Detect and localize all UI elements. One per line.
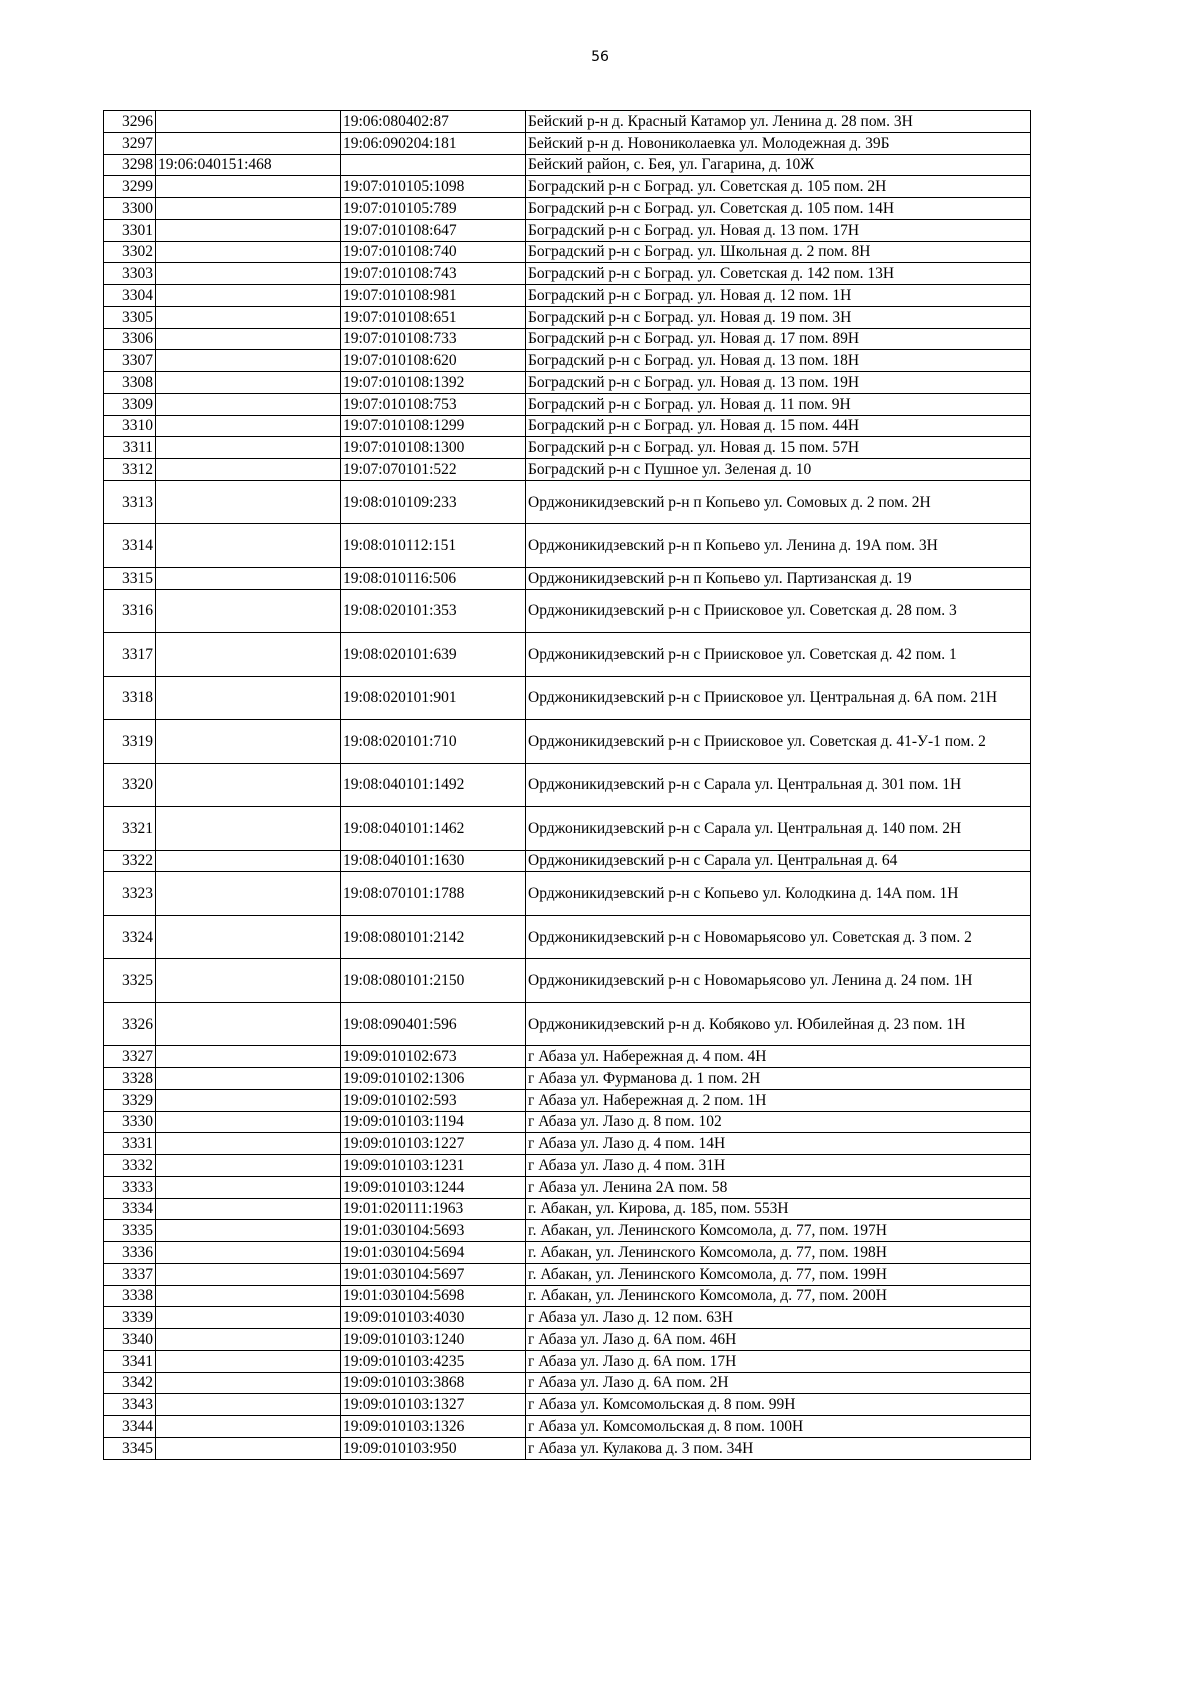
old-cadastral-cell xyxy=(156,1329,341,1351)
old-cadastral-cell xyxy=(156,111,341,133)
address-cell: г Абаза ул. Лазо д. 4 пом. 31Н xyxy=(526,1155,1031,1177)
row-number-cell: 3316 xyxy=(104,589,156,633)
address-cell: Боградский р-н с Боград. ул. Советская д. 105 пом. 2Н xyxy=(526,176,1031,198)
address-cell: г Абаза ул. Набережная д. 4 пом. 4Н xyxy=(526,1046,1031,1068)
address-cell: Орджоникидзевский р-н с Сарала ул. Центральная д. 64 xyxy=(526,850,1031,872)
property-table xyxy=(103,110,1031,1460)
row-number-cell: 3345 xyxy=(104,1437,156,1459)
row-number-cell: 3331 xyxy=(104,1133,156,1155)
old-cadastral-cell xyxy=(156,350,341,372)
table-row xyxy=(104,1002,1031,1046)
address-cell: г Абаза ул. Набережная д. 2 пом. 1Н xyxy=(526,1089,1031,1111)
row-number-cell: 3323 xyxy=(104,872,156,916)
cadastral-number-cell: 19:07:010108:1300 xyxy=(341,437,526,459)
table-row xyxy=(104,263,1031,285)
cadastral-number-cell: 19:09:010103:1327 xyxy=(341,1394,526,1416)
old-cadastral-cell xyxy=(156,1176,341,1198)
table-row xyxy=(104,1176,1031,1198)
row-number-cell: 3339 xyxy=(104,1307,156,1329)
row-number-cell: 3322 xyxy=(104,850,156,872)
address-cell: Боградский р-н с Боград. ул. Школьная д. 2 пом. 8Н xyxy=(526,241,1031,263)
table-row xyxy=(104,1068,1031,1090)
address-cell: г Абаза ул. Ленина 2А пом. 58 xyxy=(526,1176,1031,1198)
old-cadastral-cell xyxy=(156,285,341,307)
address-cell: Боградский р-н с Боград. ул. Новая д. 11 пом. 9Н xyxy=(526,393,1031,415)
old-cadastral-cell xyxy=(156,241,341,263)
cadastral-number-cell: 19:08:040101:1630 xyxy=(341,850,526,872)
old-cadastral-cell xyxy=(156,132,341,154)
old-cadastral-cell xyxy=(156,1307,341,1329)
row-number-cell: 3343 xyxy=(104,1394,156,1416)
address-cell: Орджоникидзевский р-н с Приисковое ул. Советская д. 42 пом. 1 xyxy=(526,633,1031,677)
old-cadastral-cell xyxy=(156,959,341,1003)
row-number-cell: 3340 xyxy=(104,1329,156,1351)
old-cadastral-cell xyxy=(156,1394,341,1416)
table-row xyxy=(104,1089,1031,1111)
table-row xyxy=(104,589,1031,633)
table-row xyxy=(104,1307,1031,1329)
cadastral-number-cell: 19:07:010108:981 xyxy=(341,285,526,307)
old-cadastral-cell xyxy=(156,676,341,720)
row-number-cell: 3344 xyxy=(104,1416,156,1438)
address-cell: г Абаза ул. Комсомольская д. 8 пом. 99Н xyxy=(526,1394,1031,1416)
old-cadastral-cell xyxy=(156,372,341,394)
row-number-cell: 3326 xyxy=(104,1002,156,1046)
cadastral-number-cell: 19:01:030104:5698 xyxy=(341,1285,526,1307)
address-cell: Орджоникидзевский р-н п Копьево ул. Ленина д. 19А пом. 3Н xyxy=(526,524,1031,568)
address-cell: Орджоникидзевский р-н с Новомарьясово ул. Ленина д. 24 пом. 1Н xyxy=(526,959,1031,1003)
old-cadastral-cell xyxy=(156,1002,341,1046)
table-row xyxy=(104,154,1031,176)
old-cadastral-cell xyxy=(156,480,341,524)
row-number-cell: 3314 xyxy=(104,524,156,568)
row-number-cell: 3319 xyxy=(104,720,156,764)
cadastral-number-cell: 19:06:080402:87 xyxy=(341,111,526,133)
table-row xyxy=(104,1046,1031,1068)
old-cadastral-cell xyxy=(156,219,341,241)
old-cadastral-cell xyxy=(156,1350,341,1372)
address-cell: Бейский р-н д. Новониколаевка ул. Молодежная д. 39Б xyxy=(526,132,1031,154)
row-number-cell: 3337 xyxy=(104,1263,156,1285)
table-row xyxy=(104,567,1031,589)
old-cadastral-cell xyxy=(156,1220,341,1242)
row-number-cell: 3318 xyxy=(104,676,156,720)
cadastral-number-cell: 19:09:010102:673 xyxy=(341,1046,526,1068)
cadastral-number-cell: 19:01:020111:1963 xyxy=(341,1198,526,1220)
old-cadastral-cell xyxy=(156,524,341,568)
row-number-cell: 3325 xyxy=(104,959,156,1003)
address-cell: г Абаза ул. Лазо д. 6А пом. 17Н xyxy=(526,1350,1031,1372)
table-row xyxy=(104,676,1031,720)
old-cadastral-cell xyxy=(156,393,341,415)
address-cell: г Абаза ул. Лазо д. 8 пом. 102 xyxy=(526,1111,1031,1133)
old-cadastral-cell xyxy=(156,1437,341,1459)
row-number-cell: 3313 xyxy=(104,480,156,524)
cadastral-number-cell: 19:08:020101:353 xyxy=(341,589,526,633)
row-number-cell: 3305 xyxy=(104,306,156,328)
table-row xyxy=(104,850,1031,872)
address-cell: Бейский р-н д. Красный Катамор ул. Ленина д. 28 пом. 3Н xyxy=(526,111,1031,133)
address-cell: г Абаза ул. Фурманова д. 1 пом. 2Н xyxy=(526,1068,1031,1090)
address-cell: Орджоникидзевский р-н п Копьево ул. Сомовых д. 2 пом. 2Н xyxy=(526,480,1031,524)
table-row xyxy=(104,1416,1031,1438)
row-number-cell: 3342 xyxy=(104,1372,156,1394)
cadastral-number-cell: 19:08:040101:1492 xyxy=(341,763,526,807)
table-row xyxy=(104,807,1031,851)
cadastral-number-cell: 19:07:010108:743 xyxy=(341,263,526,285)
old-cadastral-cell xyxy=(156,1242,341,1264)
row-number-cell: 3324 xyxy=(104,915,156,959)
table-row xyxy=(104,459,1031,481)
address-cell: Орджоникидзевский р-н д. Кобяково ул. Юбилейная д. 23 пом. 1Н xyxy=(526,1002,1031,1046)
row-number-cell: 3297 xyxy=(104,132,156,154)
address-cell: Боградский р-н с Боград. ул. Новая д. 13 пом. 17Н xyxy=(526,219,1031,241)
cadastral-number-cell: 19:07:010108:620 xyxy=(341,350,526,372)
row-number-cell: 3320 xyxy=(104,763,156,807)
row-number-cell: 3332 xyxy=(104,1155,156,1177)
cadastral-number-cell: 19:09:010102:593 xyxy=(341,1089,526,1111)
row-number-cell: 3317 xyxy=(104,633,156,677)
address-cell: г. Абакан, ул. Ленинского Комсомола, д. 77, пом. 197Н xyxy=(526,1220,1031,1242)
cadastral-number-cell: 19:09:010103:4235 xyxy=(341,1350,526,1372)
cadastral-number-cell: 19:09:010103:1240 xyxy=(341,1329,526,1351)
address-cell: Боградский р-н с Боград. ул. Советская д. 105 пом. 14Н xyxy=(526,198,1031,220)
cadastral-number-cell: 19:08:080101:2142 xyxy=(341,915,526,959)
table-row xyxy=(104,219,1031,241)
row-number-cell: 3311 xyxy=(104,437,156,459)
row-number-cell: 3312 xyxy=(104,459,156,481)
cadastral-number-cell: 19:07:010108:733 xyxy=(341,328,526,350)
row-number-cell: 3304 xyxy=(104,285,156,307)
address-cell: Боградский р-н с Боград. ул. Новая д. 15 пом. 57Н xyxy=(526,437,1031,459)
cadastral-number-cell: 19:09:010102:1306 xyxy=(341,1068,526,1090)
old-cadastral-cell xyxy=(156,763,341,807)
cadastral-number-cell: 19:08:010109:233 xyxy=(341,480,526,524)
cadastral-number-cell: 19:09:010103:3868 xyxy=(341,1372,526,1394)
table-row xyxy=(104,959,1031,1003)
table-row xyxy=(104,872,1031,916)
old-cadastral-cell xyxy=(156,198,341,220)
old-cadastral-cell xyxy=(156,1263,341,1285)
row-number-cell: 3298 xyxy=(104,154,156,176)
table-row xyxy=(104,1133,1031,1155)
table-row xyxy=(104,1198,1031,1220)
old-cadastral-cell xyxy=(156,263,341,285)
row-number-cell: 3334 xyxy=(104,1198,156,1220)
row-number-cell: 3321 xyxy=(104,807,156,851)
address-cell: г Абаза ул. Лазо д. 4 пом. 14Н xyxy=(526,1133,1031,1155)
row-number-cell: 3335 xyxy=(104,1220,156,1242)
address-cell: Орджоникидзевский р-н с Сарала ул. Центральная д. 301 пом. 1Н xyxy=(526,763,1031,807)
cadastral-number-cell: 19:09:010103:1227 xyxy=(341,1133,526,1155)
table-row xyxy=(104,1111,1031,1133)
address-cell: Боградский р-н с Боград. ул. Новая д. 15 пом. 44Н xyxy=(526,415,1031,437)
address-cell: Боградский р-н с Боград. ул. Новая д. 13 пом. 18Н xyxy=(526,350,1031,372)
address-cell: Бейский район, с. Бея, ул. Гагарина, д. 10Ж xyxy=(526,154,1031,176)
cadastral-number-cell: 19:08:090401:596 xyxy=(341,1002,526,1046)
row-number-cell: 3301 xyxy=(104,219,156,241)
row-number-cell: 3299 xyxy=(104,176,156,198)
row-number-cell: 3330 xyxy=(104,1111,156,1133)
address-cell: г Абаза ул. Лазо д. 6А пом. 2Н xyxy=(526,1372,1031,1394)
row-number-cell: 3306 xyxy=(104,328,156,350)
cadastral-number-cell: 19:09:010103:1244 xyxy=(341,1176,526,1198)
old-cadastral-cell xyxy=(156,1372,341,1394)
cadastral-number-cell: 19:07:070101:522 xyxy=(341,459,526,481)
cadastral-number-cell: 19:07:010108:740 xyxy=(341,241,526,263)
cadastral-number-cell: 19:09:010103:950 xyxy=(341,1437,526,1459)
address-cell: г. Абакан, ул. Ленинского Комсомола, д. 77, пом. 198Н xyxy=(526,1242,1031,1264)
cadastral-number-cell: 19:01:030104:5693 xyxy=(341,1220,526,1242)
address-cell: г Абаза ул. Комсомольская д. 8 пом. 100Н xyxy=(526,1416,1031,1438)
table-row xyxy=(104,1437,1031,1459)
address-cell: Боградский р-н с Боград. ул. Советская д. 142 пом. 13Н xyxy=(526,263,1031,285)
cadastral-number-cell: 19:08:070101:1788 xyxy=(341,872,526,916)
table-row xyxy=(104,437,1031,459)
cadastral-number-cell: 19:08:020101:710 xyxy=(341,720,526,764)
row-number-cell: 3309 xyxy=(104,393,156,415)
address-cell: Боградский р-н с Пушное ул. Зеленая д. 10 xyxy=(526,459,1031,481)
table-row xyxy=(104,633,1031,677)
table-body xyxy=(104,111,1031,1460)
old-cadastral-cell xyxy=(156,1285,341,1307)
old-cadastral-cell xyxy=(156,459,341,481)
row-number-cell: 3329 xyxy=(104,1089,156,1111)
cadastral-number-cell: 19:09:010103:1231 xyxy=(341,1155,526,1177)
table-row xyxy=(104,176,1031,198)
table-row xyxy=(104,1372,1031,1394)
old-cadastral-cell xyxy=(156,1089,341,1111)
row-number-cell: 3310 xyxy=(104,415,156,437)
table-row xyxy=(104,763,1031,807)
cadastral-number-cell: 19:08:020101:901 xyxy=(341,676,526,720)
old-cadastral-cell xyxy=(156,807,341,851)
row-number-cell: 3302 xyxy=(104,241,156,263)
old-cadastral-cell xyxy=(156,1046,341,1068)
table-row xyxy=(104,372,1031,394)
cadastral-number-cell: 19:01:030104:5697 xyxy=(341,1263,526,1285)
table-row xyxy=(104,1350,1031,1372)
page-number: 56 xyxy=(591,49,609,65)
row-number-cell: 3338 xyxy=(104,1285,156,1307)
row-number-cell: 3307 xyxy=(104,350,156,372)
cadastral-number-cell: 19:07:010105:1098 xyxy=(341,176,526,198)
cadastral-number-cell: 19:08:010112:151 xyxy=(341,524,526,568)
row-number-cell: 3333 xyxy=(104,1176,156,1198)
cadastral-number-cell: 19:07:010108:651 xyxy=(341,306,526,328)
table-row xyxy=(104,328,1031,350)
cadastral-number-cell: 19:06:090204:181 xyxy=(341,132,526,154)
row-number-cell: 3328 xyxy=(104,1068,156,1090)
cadastral-number-cell: 19:08:080101:2150 xyxy=(341,959,526,1003)
cadastral-number-cell: 19:08:040101:1462 xyxy=(341,807,526,851)
table-row xyxy=(104,393,1031,415)
old-cadastral-cell xyxy=(156,633,341,677)
cadastral-number-cell: 19:07:010108:753 xyxy=(341,393,526,415)
table-row xyxy=(104,198,1031,220)
address-cell: Орджоникидзевский р-н с Копьево ул. Колодкина д. 14А пом. 1Н xyxy=(526,872,1031,916)
table-row xyxy=(104,524,1031,568)
cadastral-number-cell: 19:07:010105:789 xyxy=(341,198,526,220)
address-cell: Орджоникидзевский р-н п Копьево ул. Партизанская д. 19 xyxy=(526,567,1031,589)
address-cell: Боградский р-н с Боград. ул. Новая д. 12 пом. 1Н xyxy=(526,285,1031,307)
address-cell: Орджоникидзевский р-н с Новомарьясово ул. Советская д. 3 пом. 2 xyxy=(526,915,1031,959)
table-row xyxy=(104,350,1031,372)
row-number-cell: 3296 xyxy=(104,111,156,133)
address-cell: г. Абакан, ул. Кирова, д. 185, пом. 553Н xyxy=(526,1198,1031,1220)
table-row xyxy=(104,132,1031,154)
table-row xyxy=(104,915,1031,959)
table-row xyxy=(104,1285,1031,1307)
cadastral-number-cell: 19:01:030104:5694 xyxy=(341,1242,526,1264)
row-number-cell: 3303 xyxy=(104,263,156,285)
cadastral-number-cell: 19:09:010103:1326 xyxy=(341,1416,526,1438)
old-cadastral-cell xyxy=(156,1416,341,1438)
cadastral-number-cell: 19:08:010116:506 xyxy=(341,567,526,589)
address-cell: г Абаза ул. Лазо д. 6А пом. 46Н xyxy=(526,1329,1031,1351)
address-cell: Боградский р-н с Боград. ул. Новая д. 19 пом. 3Н xyxy=(526,306,1031,328)
old-cadastral-cell xyxy=(156,1068,341,1090)
address-cell: г Абаза ул. Лазо д. 12 пом. 63Н xyxy=(526,1307,1031,1329)
address-cell: Боградский р-н с Боград. ул. Новая д. 17 пом. 89Н xyxy=(526,328,1031,350)
table-row xyxy=(104,480,1031,524)
old-cadastral-cell xyxy=(156,915,341,959)
old-cadastral-cell xyxy=(156,1155,341,1177)
address-cell: г Абаза ул. Кулакова д. 3 пом. 34Н xyxy=(526,1437,1031,1459)
table-row xyxy=(104,1155,1031,1177)
row-number-cell: 3336 xyxy=(104,1242,156,1264)
table-row xyxy=(104,1242,1031,1264)
old-cadastral-cell xyxy=(156,720,341,764)
cadastral-number-cell: 19:07:010108:647 xyxy=(341,219,526,241)
cadastral-number-cell: 19:09:010103:1194 xyxy=(341,1111,526,1133)
old-cadastral-cell xyxy=(156,872,341,916)
old-cadastral-cell xyxy=(156,328,341,350)
address-cell: г. Абакан, ул. Ленинского Комсомола, д. 77, пом. 199Н xyxy=(526,1263,1031,1285)
row-number-cell: 3308 xyxy=(104,372,156,394)
old-cadastral-cell xyxy=(156,1198,341,1220)
table-row xyxy=(104,285,1031,307)
old-cadastral-cell xyxy=(156,176,341,198)
cadastral-number-cell: 19:08:020101:639 xyxy=(341,633,526,677)
cadastral-number-cell: 19:07:010108:1299 xyxy=(341,415,526,437)
old-cadastral-cell xyxy=(156,415,341,437)
table-row xyxy=(104,306,1031,328)
address-cell: г. Абакан, ул. Ленинского Комсомола, д. 77, пом. 200Н xyxy=(526,1285,1031,1307)
row-number-cell: 3327 xyxy=(104,1046,156,1068)
table-row xyxy=(104,111,1031,133)
address-cell: Боградский р-н с Боград. ул. Новая д. 13 пом. 19Н xyxy=(526,372,1031,394)
old-cadastral-cell xyxy=(156,437,341,459)
cadastral-number-cell: 19:07:010108:1392 xyxy=(341,372,526,394)
row-number-cell: 3300 xyxy=(104,198,156,220)
address-cell: Орджоникидзевский р-н с Приисковое ул. Центральная д. 6А пом. 21Н xyxy=(526,676,1031,720)
row-number-cell: 3315 xyxy=(104,567,156,589)
table-row xyxy=(104,720,1031,764)
address-cell: Орджоникидзевский р-н с Сарала ул. Центральная д. 140 пом. 2Н xyxy=(526,807,1031,851)
address-cell: Орджоникидзевский р-н с Приисковое ул. Советская д. 28 пом. 3 xyxy=(526,589,1031,633)
table-row xyxy=(104,241,1031,263)
cadastral-number-cell xyxy=(341,154,526,176)
table-row xyxy=(104,1220,1031,1242)
old-cadastral-cell xyxy=(156,1133,341,1155)
table-row xyxy=(104,415,1031,437)
row-number-cell: 3341 xyxy=(104,1350,156,1372)
address-cell: Орджоникидзевский р-н с Приисковое ул. Советская д. 41-У-1 пом. 2 xyxy=(526,720,1031,764)
table-row xyxy=(104,1263,1031,1285)
table-row xyxy=(104,1329,1031,1351)
table-row xyxy=(104,1394,1031,1416)
old-cadastral-cell xyxy=(156,1111,341,1133)
old-cadastral-cell xyxy=(156,589,341,633)
old-cadastral-cell xyxy=(156,567,341,589)
old-cadastral-cell: 19:06:040151:468 xyxy=(156,154,341,176)
cadastral-number-cell: 19:09:010103:4030 xyxy=(341,1307,526,1329)
old-cadastral-cell xyxy=(156,850,341,872)
old-cadastral-cell xyxy=(156,306,341,328)
